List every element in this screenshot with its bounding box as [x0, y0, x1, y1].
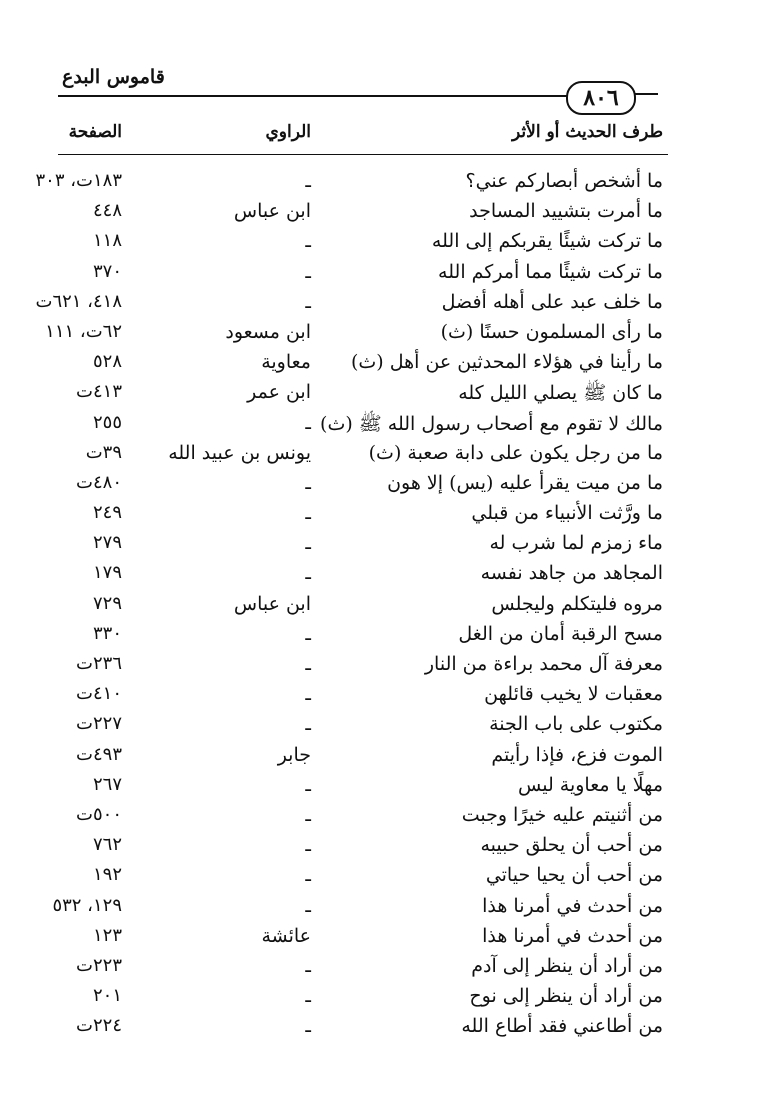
hadith-cell: من أراد أن ينظر إلى آدم: [471, 954, 663, 977]
hadith-cell: مالك لا تقوم مع أصحاب رسول الله ﷺ (ث): [320, 412, 663, 435]
hadith-cell: من أراد أن ينظر إلى نوح: [469, 985, 663, 1008]
narrator-cell: عائشة: [261, 924, 311, 947]
table-row: [0, 288, 758, 318]
hadith-cell: من أطاعني فقد أطاع الله: [461, 1015, 663, 1038]
page-cell: ٢٧٩: [92, 532, 122, 554]
table-row: [0, 741, 758, 771]
hadith-cell: من أحب أن يحلق حبيبه: [480, 834, 663, 857]
narrator-cell: ابن عمر: [247, 381, 311, 404]
page-cell: ٢٠١: [92, 985, 122, 1007]
hadith-cell: ما تركت شيئًا مما أمركم الله: [438, 260, 663, 283]
hadith-cell: ماء زمزم لما شرب له: [489, 532, 663, 555]
page-cell: ٣٣٠: [92, 622, 122, 644]
table-row: [0, 378, 758, 408]
table-row: [0, 227, 758, 257]
hadith-cell: مكتوب على باب الجنة: [489, 713, 663, 736]
page-cell: ٢٢٧ت: [76, 713, 122, 735]
page-cell: ٣٩ت: [85, 441, 122, 463]
table-row: [0, 167, 758, 197]
table-row: [0, 258, 758, 288]
page-cell: ٤٤٨: [92, 200, 122, 222]
hadith-cell: الموت فزع، فإذا رأيتم: [491, 743, 663, 766]
table-row: [0, 1012, 758, 1042]
narrator-cell: ـ: [305, 230, 311, 253]
hadith-cell: المجاهد من جاهد نفسه: [480, 562, 663, 585]
narrator-cell: ـ: [305, 653, 311, 675]
page-cell: ٥٠٠ت: [76, 803, 122, 825]
page-cell: ٤١٣ت: [76, 381, 122, 403]
page-cell: ٢٥٥: [92, 411, 122, 433]
table-row: [0, 439, 758, 469]
column-header-page: الصفحة: [68, 122, 122, 142]
table-row: [0, 801, 758, 831]
hadith-cell: ما تركت شيئًا يقربكم إلى الله: [431, 230, 663, 253]
hadith-cell: ما من رجل يكون على دابة صعبة (ث): [368, 441, 663, 464]
narrator-cell: ـ: [305, 502, 311, 525]
narrator-cell: ـ: [305, 411, 311, 434]
table-row: [0, 922, 758, 952]
header-rule: [58, 95, 603, 97]
narrator-cell: ـ: [305, 260, 311, 283]
table-row: [0, 529, 758, 559]
index-table: [0, 167, 758, 1042]
hadith-cell: معقبات لا يخيب قائلهن: [484, 683, 663, 706]
table-row: [0, 620, 758, 650]
hadith-cell: ما رأينا في هؤلاء المحدثين عن أهل (ث): [350, 351, 663, 374]
table-row: [0, 409, 758, 439]
narrator-cell: ـ: [305, 1015, 311, 1038]
narrator-cell: ـ: [305, 713, 311, 736]
page-cell: ٢٤٩: [92, 502, 122, 524]
book-title: قاموس البدع: [62, 66, 165, 88]
table-row: [0, 650, 758, 680]
page-cell: ٦٢ت، ١١١: [45, 320, 122, 342]
table-row: [0, 499, 758, 529]
narrator-cell: يونس بن عبيد الله: [168, 441, 311, 464]
narrator-cell: ـ: [305, 894, 311, 917]
table-row: [0, 831, 758, 861]
table-row: [0, 771, 758, 801]
column-header-rule: [58, 154, 668, 155]
table-row: [0, 952, 758, 982]
page-cell: ٢٦٧: [92, 773, 122, 795]
page-cell: ٤٩٣ت: [76, 743, 122, 765]
hadith-cell: ما كان ﷺ يصلي الليل كله: [458, 382, 663, 405]
page-cell: ٤١٨، ٦٢١ت: [35, 290, 122, 312]
column-header-narrator: الراوي: [265, 122, 311, 142]
narrator-cell: ـ: [305, 532, 311, 555]
hadith-cell: معرفة آل محمد براءة من النار: [424, 653, 663, 675]
narrator-cell: جابر: [277, 743, 311, 766]
hadith-cell: من أحب أن يحيا حياتي: [485, 864, 663, 887]
hadith-cell: ما خلف عبد على أهله أفضل: [441, 290, 663, 313]
page-number: ٨٠٦: [583, 85, 619, 111]
page-cell: ٥٢٨: [92, 351, 122, 373]
page-cell: ٤١٠ت: [76, 683, 122, 705]
table-row: [0, 861, 758, 891]
table-row: [0, 348, 758, 378]
hadith-cell: من أحدث في أمرنا هذا: [482, 924, 663, 947]
narrator-cell: ابن عباس: [233, 200, 311, 223]
table-row: [0, 559, 758, 589]
hadith-cell: مهلًا يا معاوية ليس: [518, 773, 663, 796]
page-cell: ٤٨٠ت: [76, 471, 122, 493]
narrator-cell: ـ: [305, 954, 311, 977]
page-cell: ٢٢٤ت: [76, 1015, 122, 1037]
table-row: [0, 469, 758, 499]
hadith-cell: مسح الرقبة أمان من الغل: [458, 622, 663, 645]
hadith-cell: مروه فليتكلم وليجلس: [491, 592, 663, 615]
column-header-hadith: طرف الحديث أو الأثر: [512, 122, 663, 142]
narrator-cell: ـ: [305, 985, 311, 1008]
narrator-cell: ـ: [305, 170, 311, 192]
narrator-cell: ـ: [305, 834, 311, 857]
table-row: [0, 590, 758, 620]
page-cell: ٧٦٢: [92, 834, 122, 856]
hadith-cell: ما أشخص أبصاركم عني؟: [465, 170, 663, 192]
hadith-cell: ما من ميت يقرأ عليه (يس) إلا هون: [387, 471, 663, 494]
table-row: [0, 680, 758, 710]
narrator-cell: ـ: [305, 622, 311, 645]
page-cell: ١٢٣: [92, 924, 122, 946]
page-cell: ١٩٢: [92, 864, 122, 886]
narrator-cell: معاوية: [261, 351, 311, 374]
hadith-cell: ما رأى المسلمون حسنًا (ث): [440, 320, 663, 343]
table-row: [0, 318, 758, 348]
narrator-cell: ابن عباس: [233, 592, 311, 615]
page-cell: ١٧٩: [92, 562, 122, 584]
narrator-cell: ـ: [305, 562, 311, 585]
narrator-cell: ـ: [305, 290, 311, 313]
page-cell: ١١٨: [92, 230, 122, 252]
hadith-cell: ما ورَّثت الأنبياء من قبلي: [471, 502, 663, 525]
table-row: [0, 892, 758, 922]
narrator-cell: ـ: [305, 471, 311, 494]
page-cell: ٢٣٦ت: [76, 653, 122, 674]
table-row: [0, 710, 758, 740]
page-cell: ٢٢٣ت: [76, 954, 122, 976]
hadith-cell: من أحدث في أمرنا هذا: [482, 894, 663, 917]
table-row: [0, 197, 758, 227]
narrator-cell: ـ: [305, 773, 311, 796]
narrator-cell: ـ: [305, 803, 311, 826]
narrator-cell: ـ: [305, 864, 311, 887]
hadith-cell: من أثنيتم عليه خيرًا وجبت: [461, 803, 663, 826]
page-number-badge: [566, 81, 636, 115]
narrator-cell: ابن مسعود: [225, 320, 311, 343]
page-cell: ٣٧٠: [92, 260, 122, 282]
page-header: [0, 0, 758, 110]
page-cell: ١٢٩، ٥٣٢: [52, 894, 122, 916]
hadith-cell: ما أمرت بتشييد المساجد: [469, 200, 663, 223]
narrator-cell: ـ: [305, 683, 311, 706]
page-cell: ٧٢٩: [92, 592, 122, 614]
table-row: [0, 982, 758, 1012]
page-cell: ١٨٣ت، ٣٠٣: [35, 170, 122, 191]
